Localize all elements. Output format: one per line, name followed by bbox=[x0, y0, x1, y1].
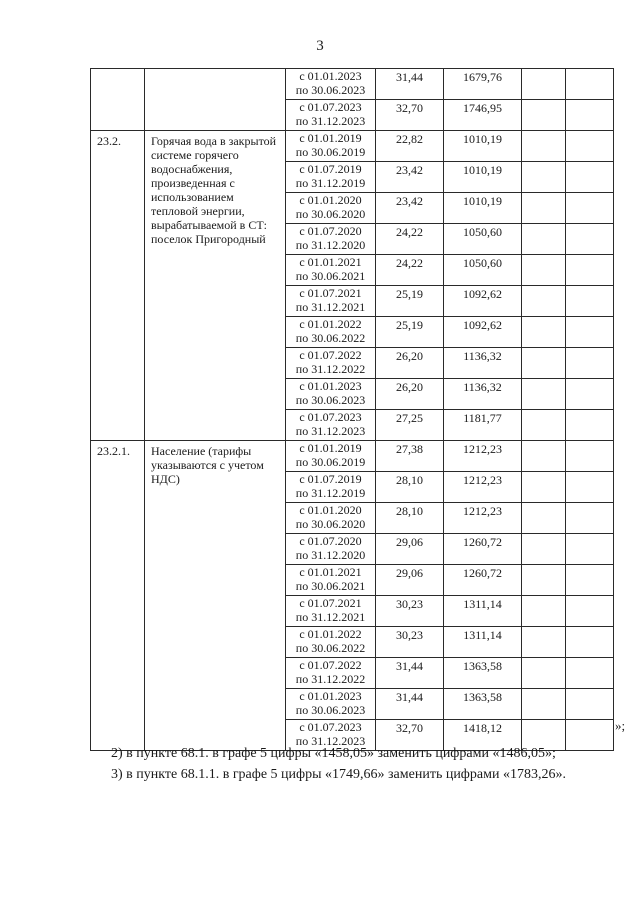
period-from: с 01.01.2020 bbox=[299, 503, 362, 517]
empty-cell bbox=[566, 410, 614, 441]
rate-value-cell: 25,19 bbox=[376, 317, 444, 348]
period-from: с 01.01.2019 bbox=[299, 441, 362, 455]
tariff-value-cell: 1010,19 bbox=[444, 131, 522, 162]
empty-cell bbox=[566, 131, 614, 162]
rate-value-cell: 24,22 bbox=[376, 255, 444, 286]
item-name-cell: Горячая вода в закрытой системе горячего водоснабжения, произведенная с использованием тепловой энергии, вырабатываемой в СТ: поселок Пригородный bbox=[145, 131, 286, 441]
period-from: с 01.01.2023 bbox=[299, 689, 362, 703]
period-from: с 01.07.2023 bbox=[299, 100, 362, 114]
empty-cell bbox=[566, 627, 614, 658]
empty-cell bbox=[522, 69, 566, 100]
tariff-value-cell: 1010,19 bbox=[444, 193, 522, 224]
empty-cell bbox=[566, 286, 614, 317]
empty-cell bbox=[522, 100, 566, 131]
empty-cell bbox=[566, 441, 614, 472]
period-to: по 31.12.2019 bbox=[295, 176, 366, 190]
period-from: с 01.07.2022 bbox=[299, 348, 362, 362]
period-from: с 01.01.2021 bbox=[299, 255, 362, 269]
rate-value-cell: 32,70 bbox=[376, 100, 444, 131]
period-cell bbox=[286, 255, 376, 286]
period-cell bbox=[286, 503, 376, 534]
rate-value-cell: 27,25 bbox=[376, 410, 444, 441]
table-row bbox=[91, 69, 614, 100]
rate-value-cell: 23,42 bbox=[376, 162, 444, 193]
empty-cell bbox=[566, 689, 614, 720]
period-cell bbox=[286, 596, 376, 627]
empty-cell bbox=[566, 317, 614, 348]
period-cell bbox=[286, 379, 376, 410]
empty-cell bbox=[522, 658, 566, 689]
period-from: с 01.01.2023 bbox=[299, 379, 362, 393]
rate-value-cell: 24,22 bbox=[376, 224, 444, 255]
period-from: с 01.01.2021 bbox=[299, 565, 362, 579]
period-cell bbox=[286, 565, 376, 596]
rate-value-cell: 30,23 bbox=[376, 596, 444, 627]
period-to: по 30.06.2021 bbox=[295, 579, 366, 593]
tariff-value-cell: 1260,72 bbox=[444, 565, 522, 596]
tariff-value-cell: 1311,14 bbox=[444, 627, 522, 658]
empty-cell bbox=[566, 503, 614, 534]
tariff-value-cell: 1181,77 bbox=[444, 410, 522, 441]
period-to: по 31.12.2021 bbox=[295, 610, 366, 624]
amendment-item-2: 2) в пункте 68.1. в графе 5 цифры «1458,05» заменить цифрами «1486,05»; bbox=[111, 746, 556, 761]
table-end-mark: »; bbox=[615, 718, 626, 733]
tariff-value-cell: 1679,76 bbox=[444, 69, 522, 100]
period-cell bbox=[286, 131, 376, 162]
period-cell bbox=[286, 286, 376, 317]
empty-cell bbox=[522, 441, 566, 472]
empty-cell bbox=[566, 658, 614, 689]
empty-cell bbox=[566, 100, 614, 131]
tariff-value-cell: 1746,95 bbox=[444, 100, 522, 131]
empty-cell bbox=[522, 255, 566, 286]
empty-cell bbox=[566, 348, 614, 379]
period-cell bbox=[286, 441, 376, 472]
tariff-value-cell: 1010,19 bbox=[444, 162, 522, 193]
empty-cell bbox=[566, 69, 614, 100]
empty-cell bbox=[522, 317, 566, 348]
tariff-value-cell: 1311,14 bbox=[444, 596, 522, 627]
rate-value-cell: 26,20 bbox=[376, 348, 444, 379]
tariff-value-cell: 1092,62 bbox=[444, 286, 522, 317]
period-to: по 30.06.2021 bbox=[295, 269, 366, 283]
tariff-table-body bbox=[91, 69, 614, 751]
rate-value-cell: 28,10 bbox=[376, 472, 444, 503]
rate-value-cell: 31,44 bbox=[376, 658, 444, 689]
rate-value-cell: 26,20 bbox=[376, 379, 444, 410]
period-cell bbox=[286, 410, 376, 441]
tariff-value-cell: 1212,23 bbox=[444, 441, 522, 472]
empty-cell bbox=[566, 534, 614, 565]
item-number-cell: 23.2. bbox=[91, 131, 145, 441]
period-cell bbox=[286, 658, 376, 689]
empty-cell bbox=[566, 162, 614, 193]
empty-cell bbox=[522, 410, 566, 441]
empty-cell bbox=[566, 472, 614, 503]
page-number: 3 bbox=[316, 38, 324, 54]
empty-cell bbox=[522, 689, 566, 720]
tariff-value-cell: 1363,58 bbox=[444, 658, 522, 689]
rate-value-cell: 30,23 bbox=[376, 627, 444, 658]
period-cell bbox=[286, 100, 376, 131]
rate-value-cell: 28,10 bbox=[376, 503, 444, 534]
period-to: по 31.12.2019 bbox=[295, 486, 366, 500]
period-cell bbox=[286, 69, 376, 100]
tariff-value-cell: 1136,32 bbox=[444, 348, 522, 379]
empty-cell bbox=[522, 286, 566, 317]
tariff-value-cell: 1136,32 bbox=[444, 379, 522, 410]
period-from: с 01.01.2022 bbox=[299, 627, 362, 641]
empty-cell bbox=[522, 131, 566, 162]
period-to: по 30.06.2022 bbox=[295, 331, 366, 345]
tariff-value-cell: 1092,62 bbox=[444, 317, 522, 348]
empty-cell bbox=[522, 596, 566, 627]
empty-cell bbox=[522, 503, 566, 534]
tariff-value-cell: 1212,23 bbox=[444, 503, 522, 534]
rate-value-cell: 29,06 bbox=[376, 565, 444, 596]
rate-value-cell: 27,38 bbox=[376, 441, 444, 472]
period-to: по 30.06.2019 bbox=[295, 455, 366, 469]
period-to: по 30.06.2023 bbox=[295, 83, 366, 97]
tariff-value-cell: 1050,60 bbox=[444, 224, 522, 255]
rate-value-cell: 23,42 bbox=[376, 193, 444, 224]
period-from: с 01.07.2020 bbox=[299, 534, 362, 548]
tariff-value-cell: 1050,60 bbox=[444, 255, 522, 286]
tariff-value-cell: 1418,12 bbox=[444, 720, 522, 751]
tariff-value-cell: 1212,23 bbox=[444, 472, 522, 503]
rate-value-cell: 31,44 bbox=[376, 69, 444, 100]
empty-cell bbox=[566, 224, 614, 255]
period-from: с 01.01.2022 bbox=[299, 317, 362, 331]
table-row bbox=[91, 441, 614, 472]
period-from: с 01.07.2019 bbox=[299, 162, 362, 176]
empty-cell bbox=[522, 627, 566, 658]
period-from: с 01.01.2023 bbox=[299, 69, 362, 83]
empty-cell bbox=[566, 596, 614, 627]
rate-value-cell: 22,82 bbox=[376, 131, 444, 162]
empty-cell bbox=[566, 255, 614, 286]
empty-cell bbox=[522, 224, 566, 255]
period-to: по 31.12.2020 bbox=[295, 548, 366, 562]
period-from: с 01.07.2023 bbox=[299, 720, 362, 734]
period-cell bbox=[286, 689, 376, 720]
period-to: по 30.06.2019 bbox=[295, 145, 366, 159]
period-from: с 01.07.2021 bbox=[299, 596, 362, 610]
tariff-table bbox=[90, 68, 614, 751]
tariff-value-cell: 1363,58 bbox=[444, 689, 522, 720]
period-to: по 30.06.2020 bbox=[295, 207, 366, 221]
period-to: по 30.06.2023 bbox=[295, 393, 366, 407]
period-cell bbox=[286, 224, 376, 255]
empty-cell bbox=[522, 379, 566, 410]
rate-value-cell: 25,19 bbox=[376, 286, 444, 317]
period-cell bbox=[286, 627, 376, 658]
period-cell bbox=[286, 348, 376, 379]
period-to: по 30.06.2023 bbox=[295, 703, 366, 717]
period-cell bbox=[286, 534, 376, 565]
tariff-value-cell: 1260,72 bbox=[444, 534, 522, 565]
empty-cell bbox=[522, 472, 566, 503]
period-from: с 01.07.2022 bbox=[299, 658, 362, 672]
item-number-cell: 23.2.1. bbox=[91, 441, 145, 751]
period-from: с 01.07.2021 bbox=[299, 286, 362, 300]
empty-cell bbox=[566, 379, 614, 410]
item-name-cell bbox=[145, 69, 286, 131]
empty-cell bbox=[522, 348, 566, 379]
rate-value-cell: 29,06 bbox=[376, 534, 444, 565]
empty-cell bbox=[566, 565, 614, 596]
empty-cell bbox=[566, 193, 614, 224]
period-cell bbox=[286, 472, 376, 503]
table-row bbox=[91, 131, 614, 162]
rate-value-cell: 32,70 bbox=[376, 720, 444, 751]
period-to: по 30.06.2020 bbox=[295, 517, 366, 531]
period-from: с 01.07.2019 bbox=[299, 472, 362, 486]
item-number-cell bbox=[91, 69, 145, 131]
period-to: по 31.12.2023 bbox=[295, 734, 366, 748]
item-name-cell: Население (тарифы указываются с учетом НДС) bbox=[145, 441, 286, 751]
empty-cell bbox=[522, 193, 566, 224]
period-to: по 31.12.2023 bbox=[295, 424, 366, 438]
period-to: по 31.12.2021 bbox=[295, 300, 366, 314]
period-from: с 01.07.2023 bbox=[299, 410, 362, 424]
period-to: по 31.12.2020 bbox=[295, 238, 366, 252]
period-cell bbox=[286, 317, 376, 348]
period-to: по 31.12.2022 bbox=[295, 362, 366, 376]
period-from: с 01.01.2019 bbox=[299, 131, 362, 145]
period-to: по 31.12.2023 bbox=[295, 114, 366, 128]
period-to: по 31.12.2022 bbox=[295, 672, 366, 686]
period-to: по 30.06.2022 bbox=[295, 641, 366, 655]
period-cell bbox=[286, 193, 376, 224]
period-from: с 01.01.2020 bbox=[299, 193, 362, 207]
period-cell bbox=[286, 162, 376, 193]
empty-cell bbox=[522, 565, 566, 596]
empty-cell bbox=[522, 162, 566, 193]
amendment-item-3: 3) в пункте 68.1.1. в графе 5 цифры «1749,66» заменить цифрами «1783,26». bbox=[111, 767, 566, 782]
period-from: с 01.07.2020 bbox=[299, 224, 362, 238]
empty-cell bbox=[522, 534, 566, 565]
rate-value-cell: 31,44 bbox=[376, 689, 444, 720]
